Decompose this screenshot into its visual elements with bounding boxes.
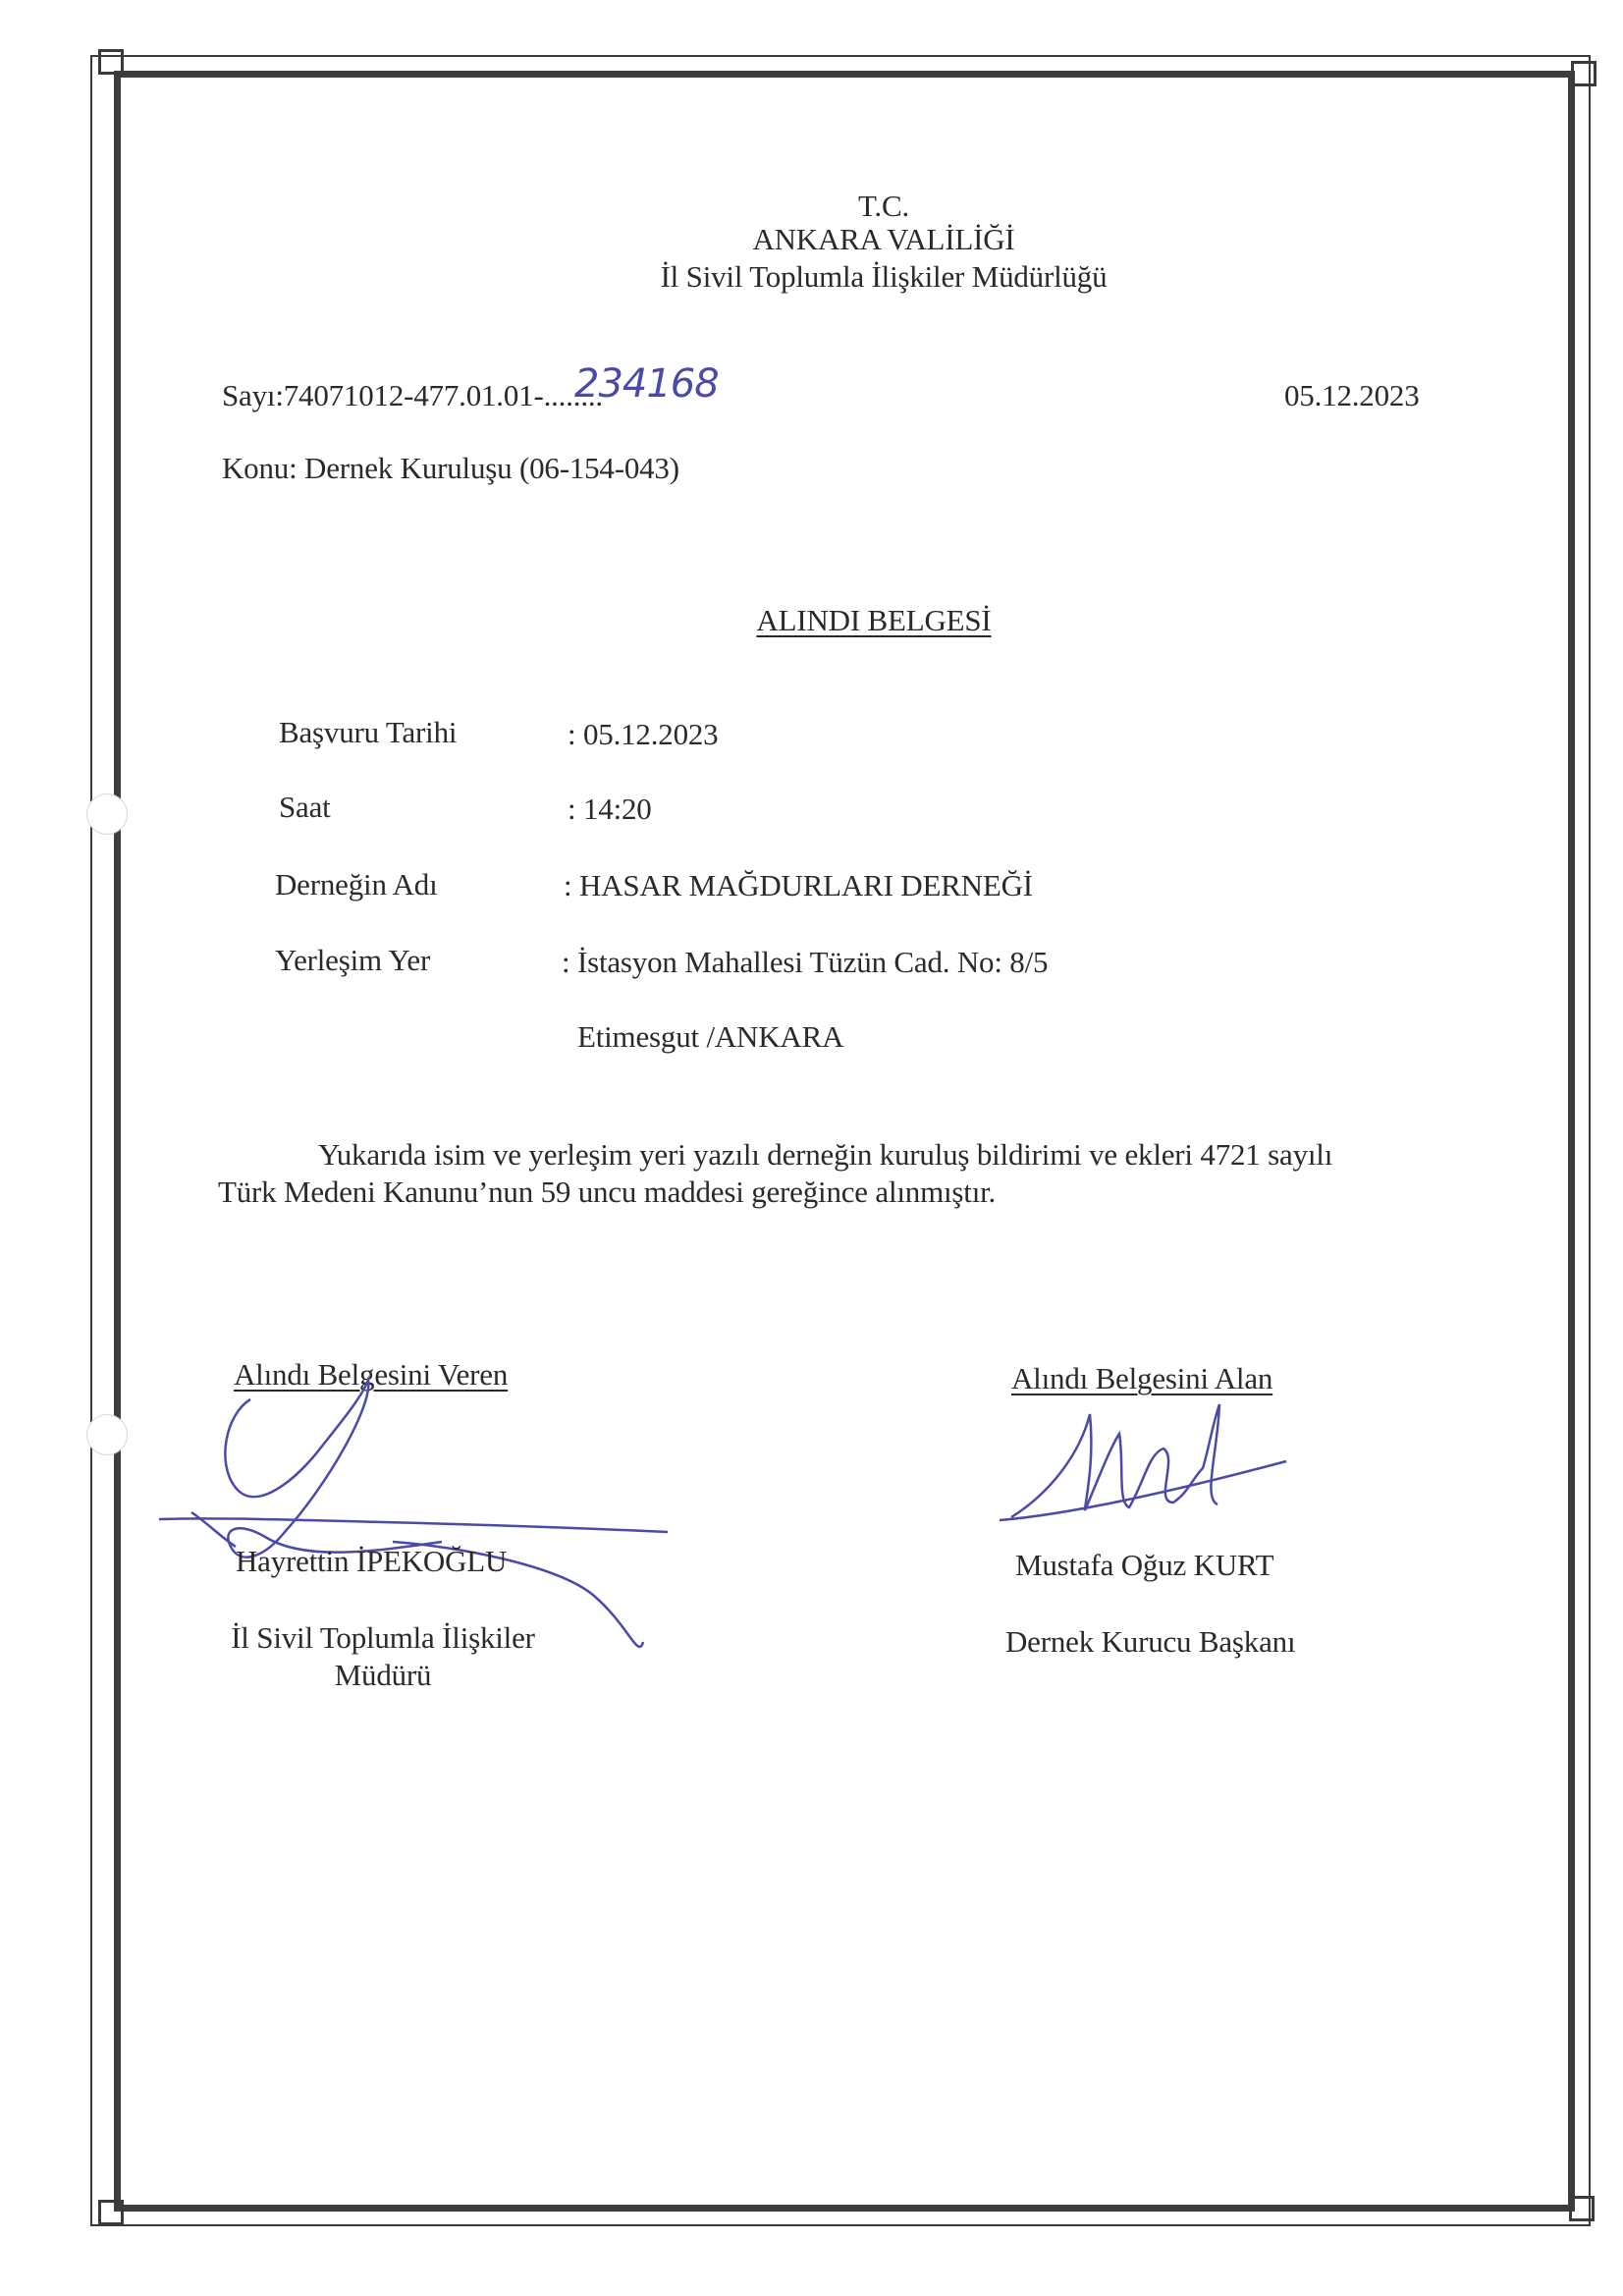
field-value-saat: : 14:20 xyxy=(568,792,652,826)
address-continuation: Etimesgut /ANKARA xyxy=(577,1019,844,1054)
border-corner-top-right xyxy=(1571,61,1596,86)
body-line-1: Yukarıda isim ve yerleşim yeri yazılı derneğin kuruluş bildirimi ve ekleri 4721 sayılı xyxy=(318,1137,1333,1172)
header-line-valilik: ANKARA VALİLİĞİ xyxy=(752,222,1015,256)
punch-hole-top xyxy=(86,793,128,835)
reference-number: Sayı:74071012-477.01.01-........ xyxy=(222,378,603,412)
field-value-basvuru-tarihi: : 05.12.2023 xyxy=(568,717,719,751)
signature-left-title-line-2: Müdürü xyxy=(334,1658,432,1692)
field-label-yerlesim-yer: Yerleşim Yer xyxy=(275,943,431,977)
subject-line: Konu: Dernek Kuruluşu (06-154-043) xyxy=(222,451,679,485)
document-date: 05.12.2023 xyxy=(1284,378,1420,412)
header-line-mudurluk: İl Sivil Toplumla İlişkiler Müdürlüğü xyxy=(660,259,1108,294)
border-corner-bottom-left xyxy=(98,2200,124,2225)
field-value-yerlesim-yer: : İstasyon Mahallesi Tüzün Cad. No: 8/5 xyxy=(562,945,1049,979)
signature-right-heading: Alındı Belgesini Alan xyxy=(1011,1361,1273,1395)
border-corner-bottom-right xyxy=(1569,2196,1595,2221)
signature-left-title-line-1: İl Sivil Toplumla İlişkiler xyxy=(231,1620,535,1655)
header-line-tc: T.C. xyxy=(857,189,909,223)
border-corner-top-left xyxy=(98,49,124,75)
signature-left-name: Hayrettin İPEKOĞLU xyxy=(236,1544,508,1578)
signature-right-name: Mustafa Oğuz KURT xyxy=(1015,1548,1274,1582)
signature-right-title: Dernek Kurucu Başkanı xyxy=(1005,1624,1296,1659)
field-label-saat: Saat xyxy=(279,790,331,824)
signature-left-heading: Alındı Belgesini Veren xyxy=(234,1357,509,1392)
document-title: ALINDI BELGESİ xyxy=(756,603,992,637)
signature-right-mark xyxy=(992,1394,1306,1542)
field-label-dernek-adi: Derneğin Adı xyxy=(275,867,438,902)
body-line-2: Türk Medeni Kanunu’nun 59 uncu maddesi gereğince alınmıştır. xyxy=(218,1175,997,1209)
field-value-dernek-adi: : HASAR MAĞDURLARI DERNEĞİ xyxy=(564,868,1033,902)
reference-number-handwritten: 234168 xyxy=(574,361,719,407)
field-label-basvuru-tarihi: Başvuru Tarihi xyxy=(279,715,458,749)
punch-hole-bottom xyxy=(86,1414,128,1455)
